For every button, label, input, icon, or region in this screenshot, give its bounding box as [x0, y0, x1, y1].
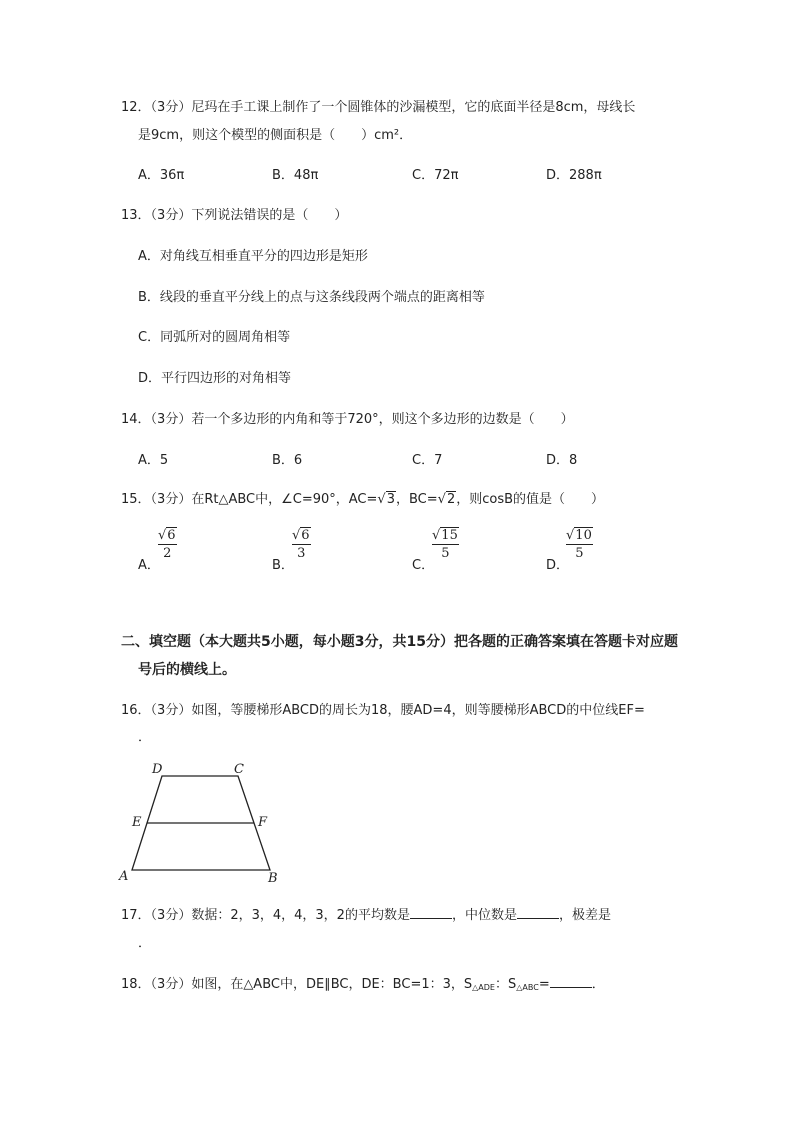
q18-stem — [121, 973, 605, 992]
q12-option-b[interactable]: B．48π — [272, 168, 319, 183]
q16-stem-line1: 16．（3分）如图，等腰梯形ABCD的周长为18，腰AD=4，则等腰梯形ABCD的中位线EF= — [121, 703, 645, 718]
q13-option-c[interactable]: C．同弧所对的圆周角相等 — [138, 330, 291, 345]
q17-stem — [121, 904, 611, 923]
q14-option-d[interactable]: D．8 — [546, 453, 578, 468]
q15-bc-sqrt: √2 — [437, 492, 456, 507]
q15-option-d-label[interactable]: D． — [546, 558, 570, 573]
label-d: D — [152, 762, 163, 777]
q18-sub-ade: △ADE — [472, 983, 495, 992]
q15-stem-b: ，BC= — [395, 492, 438, 507]
q18-part1: 18．（3分）如图，在△ABC中，DE∥BC，DE：BC=1：3，S — [121, 977, 473, 992]
q15-option-d-numerator: √10 — [566, 528, 592, 543]
q14-option-c[interactable]: C．7 — [412, 453, 443, 468]
q16-stem-line2: ． — [138, 730, 152, 745]
q18-sub-abc: △ABC — [516, 983, 539, 992]
q17-part2: ，中位数是 — [451, 908, 517, 923]
q15-ac-sqrt: √3 — [377, 492, 395, 507]
q15-option-c-fraction[interactable] — [432, 528, 459, 561]
q14-stem: 14．（3分）若一个多边形的内角和等于720°，则这个多边形的边数是（ ） — [121, 412, 574, 427]
q15-option-b-denominator: 3 — [297, 546, 306, 561]
section2-heading-line1: 二、填空题（本大题共5小题，每小题3分，共15分）把各题的正确答案填在答题卡对应题 — [121, 634, 678, 650]
q17-median-blank[interactable] — [517, 906, 559, 919]
q12-stem-line2: 是9cm，则这个模型的侧面积是（ ）cm²． — [138, 128, 413, 143]
q13-stem: 13．（3分）下列说法错误的是（ ） — [121, 208, 348, 223]
label-f: F — [258, 815, 268, 830]
q15-option-a-radicand: 6 — [167, 528, 176, 543]
q15-stem — [121, 488, 604, 507]
q15-option-c-bar — [432, 544, 459, 545]
q15-option-b-radicand: 6 — [301, 528, 310, 543]
q12-option-d[interactable]: D．288π — [546, 168, 602, 183]
q13-option-d[interactable]: D．平行四边形的对角相等 — [138, 371, 292, 386]
q15-option-d-bar — [566, 544, 593, 545]
label-e: E — [132, 815, 142, 830]
q18-part2: ：S — [494, 977, 517, 992]
q15-option-c-numerator: √15 — [432, 528, 458, 543]
label-a: A — [119, 869, 129, 884]
q15-stem-a: 15．（3分）在Rt△ABC中，∠C=90°，AC= — [121, 492, 378, 507]
q13-option-a[interactable]: A．对角线互相垂直平分的四边形是矩形 — [138, 249, 368, 264]
q15-option-a-label[interactable]: A． — [138, 558, 160, 573]
q15-option-a-fraction[interactable] — [158, 528, 177, 561]
q12-stem-line1: 12．（3分）尼玛在手工课上制作了一个圆锥体的沙漏模型，它的底面半径是8cm，母线长 — [121, 100, 636, 115]
q15-option-b-label[interactable]: B． — [272, 558, 294, 573]
q18-part4: ． — [591, 977, 605, 992]
q17-mean-blank[interactable] — [410, 906, 452, 919]
section2-heading-line2: 号后的横线上。 — [138, 662, 236, 678]
q14-option-a[interactable]: A．5 — [138, 453, 169, 468]
q15-option-d-denominator: 5 — [575, 546, 584, 561]
q15-option-d-radicand: 10 — [575, 528, 592, 543]
q15-option-c-radicand: 15 — [441, 528, 458, 543]
q15-option-b-numerator: √6 — [292, 528, 310, 543]
q18-ratio-blank[interactable] — [550, 975, 592, 988]
q12-option-a[interactable]: A．36π — [138, 168, 185, 183]
q12-option-c[interactable]: C．72π — [412, 168, 459, 183]
q17-part1: 17．（3分）数据：2，3，4，4，3，2的平均数是 — [121, 908, 410, 923]
label-b: B — [268, 871, 278, 886]
q15-option-b-bar — [292, 544, 311, 545]
q15-stem-c: ，则cosB的值是（ ） — [456, 492, 605, 507]
q16-trapezoid-figure — [110, 760, 290, 890]
q18-part3: = — [538, 977, 550, 992]
q15-option-a-denominator: 2 — [163, 546, 172, 561]
q15-option-a-bar — [158, 544, 177, 545]
q15-ac-radicand: 3 — [386, 492, 395, 507]
q15-option-c-denominator: 5 — [441, 546, 450, 561]
q17-part3: ，极差是 — [558, 908, 611, 923]
q15-option-b-fraction[interactable] — [292, 528, 311, 561]
q17-stem-line2: ． — [138, 936, 152, 951]
label-c: C — [234, 762, 244, 777]
q15-option-a-numerator: √6 — [158, 528, 176, 543]
q15-bc-radicand: 2 — [446, 492, 456, 507]
q13-option-b[interactable]: B．线段的垂直平分线上的点与这条线段两个端点的距离相等 — [138, 290, 485, 305]
q15-option-d-fraction[interactable] — [566, 528, 593, 561]
q15-option-c-label[interactable]: C． — [412, 558, 435, 573]
q14-option-b[interactable]: B．6 — [272, 453, 303, 468]
